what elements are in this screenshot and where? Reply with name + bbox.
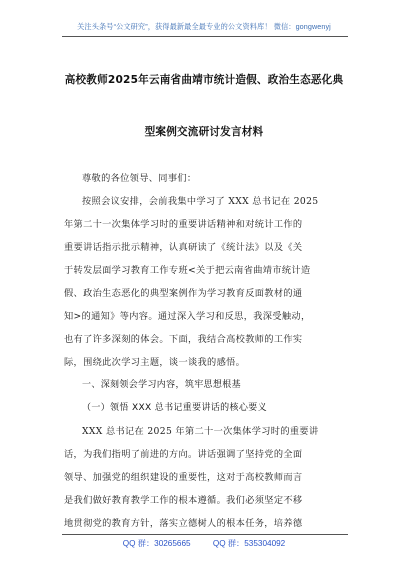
paragraph-1-line: 知>的通知》等内容。通过深入学习和反思，我深受触动， bbox=[64, 311, 311, 322]
paragraph-2-line: 领导、加强党的组织建设的重要性，这对于高校教师而言 bbox=[64, 472, 303, 483]
section-heading-1-1: （一）领悟 XXX 总书记重要讲话的核心要义 bbox=[82, 403, 267, 413]
document-body bbox=[64, 0, 346, 580]
footer-qq-group-1: QQ 群：30265665 bbox=[122, 539, 191, 548]
paragraph-1-line: 重要讲话指示批示精神，认真研读了《统计法》以及《关 bbox=[64, 242, 303, 253]
paragraph-1-line: 于转发层面学习教育工作专班<关于把云南省曲靖市统计造 bbox=[64, 265, 311, 276]
paragraph-1-line: 际，围绕此次学习主题，谈一谈我的感悟。 bbox=[64, 357, 246, 368]
footer bbox=[0, 538, 408, 549]
footer-rule bbox=[62, 534, 348, 535]
paragraph-2-line: 地贯彻党的教育方针，落实立德树人的根本任务，培养德 bbox=[64, 518, 303, 529]
document-title-line-1: 高校教师2025年云南省曲靖市统计造假、政治生态恶化典 bbox=[64, 74, 344, 86]
paragraph-2-line: 话，为我们指明了前进的方向。讲话强调了坚持党的全面 bbox=[64, 449, 303, 460]
document-title-line-2: 型案例交流研讨发言材料 bbox=[144, 126, 264, 138]
paragraph-1-line: 按照会议安排，会前我集中学习了 XXX 总书记在 2025 bbox=[82, 196, 319, 207]
footer-qq-group-2: QQ 群：535304092 bbox=[212, 539, 286, 548]
salutation: 尊敬的各位领导、同事们： bbox=[82, 173, 197, 184]
header-banner: 关注头条号“公文研究”，获得最新最全最专业的公文资料库！ 微信：gongwenyj bbox=[77, 22, 331, 31]
paragraph-1-line: 也有了许多深刻的体会。下面，我结合高校教师的工作实 bbox=[64, 334, 303, 345]
paragraph-1-line: 假、政治生态恶化的典型案例作为学习教育反面教材的通 bbox=[64, 288, 303, 299]
paragraph-1-line: 年第二十一次集体学习时的重要讲话精神和对统计工作的 bbox=[64, 219, 303, 230]
section-heading-1: 一、深刻领会学习内容，筑牢思想根基 bbox=[82, 380, 241, 390]
paragraph-2-line: 是我们做好教育教学工作的根本遵循。我们必须坚定不移 bbox=[64, 495, 303, 506]
paragraph-2-line: XXX 总书记在 2025 年第二十一次集体学习时的重要讲 bbox=[82, 426, 319, 437]
